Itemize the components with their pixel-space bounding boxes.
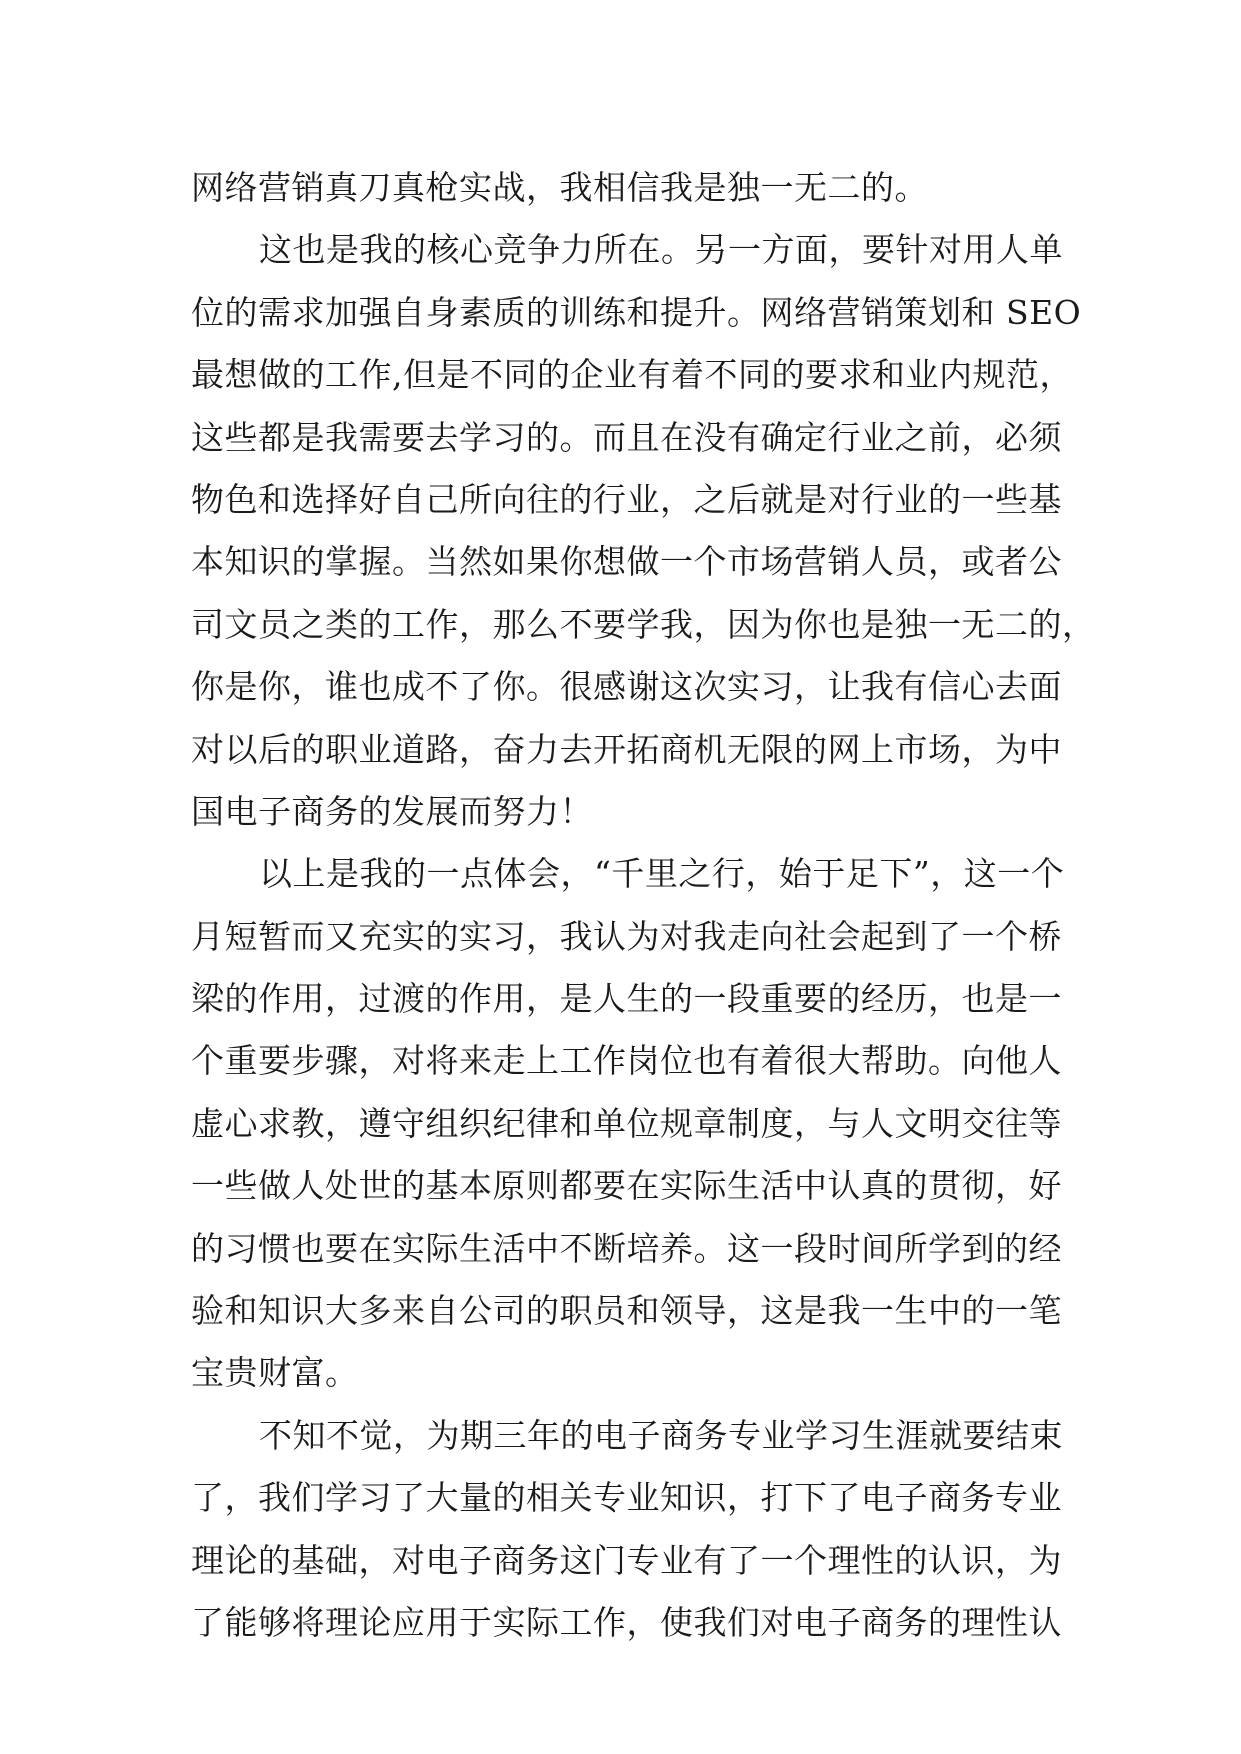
body-text xyxy=(191,157,1096,1654)
text-line: 梁的作用，过渡的作用，是人生的一段重要的经历，也是一 xyxy=(191,979,1062,1019)
text-line: 最想做的工作,但是不同的企业有着不同的要求和业内规范， xyxy=(191,355,1073,395)
text-line: 验和知识大多来自公司的职员和领导，这是我一生中的一笔 xyxy=(191,1291,1062,1331)
text-line: 对以后的职业道路，奋力去开拓商机无限的网上市场，为中 xyxy=(191,729,1062,769)
text-line: 了，我们学习了大量的相关专业知识，打下了电子商务专业 xyxy=(191,1478,1062,1518)
text-line: 个重要步骤，对将来走上工作岗位也有着很大帮助。向他人 xyxy=(191,1041,1062,1081)
text-line: 物色和选择好自己所向往的行业，之后就是对行业的一些基 xyxy=(191,479,1062,519)
text-line: 司文员之类的工作，那么不要学我，因为你也是独一无二的， xyxy=(191,604,1096,644)
text-line: 的习惯也要在实际生活中不断培养。这一段时间所学到的经 xyxy=(191,1228,1062,1268)
text-line: 网络营销真刀真枪实战，我相信我是独一无二的。 xyxy=(191,168,928,207)
paragraph-first-line: 以上是我的一点体会，“千里之行，始于足下”，这一个 xyxy=(259,854,1065,894)
text-line: 理论的基础，对电子商务这门专业有了一个理性的认识，为 xyxy=(191,1540,1062,1580)
text-line: 位的需求加强自身素质的训练和提升。网络营销策划和 SEO xyxy=(191,292,1082,332)
text-line: 宝贵财富。 xyxy=(191,1353,359,1393)
text-line: 你是你，谁也成不了你。很感谢这次实习，让我有信心去面 xyxy=(191,667,1062,707)
text-line: 了能够将理论应用于实际工作，使我们对电子商务的理性认 xyxy=(191,1602,1062,1642)
text-line: 月短暂而又充实的实习，我认为对我走向社会起到了一个桥 xyxy=(191,916,1062,956)
text-line: 本知识的掌握。当然如果你想做一个市场营销人员，或者公 xyxy=(191,542,1062,582)
text-line: 国电子商务的发展而努力！ xyxy=(191,791,593,831)
text-line: 一些做人处世的基本原则都要在实际生活中认真的贯彻，好 xyxy=(191,1166,1062,1206)
paragraph-first-line: 不知不觉，为期三年的电子商务专业学习生涯就要结束 xyxy=(259,1415,1063,1455)
text-line: 虚心求教，遵守组织纪律和单位规章制度，与人文明交往等 xyxy=(191,1103,1062,1143)
paragraph-first-line: 这也是我的核心竞争力所在。另一方面，要针对用人单 xyxy=(259,230,1063,270)
text-line: 这些都是我需要去学习的。而且在没有确定行业之前，必须 xyxy=(191,417,1062,457)
